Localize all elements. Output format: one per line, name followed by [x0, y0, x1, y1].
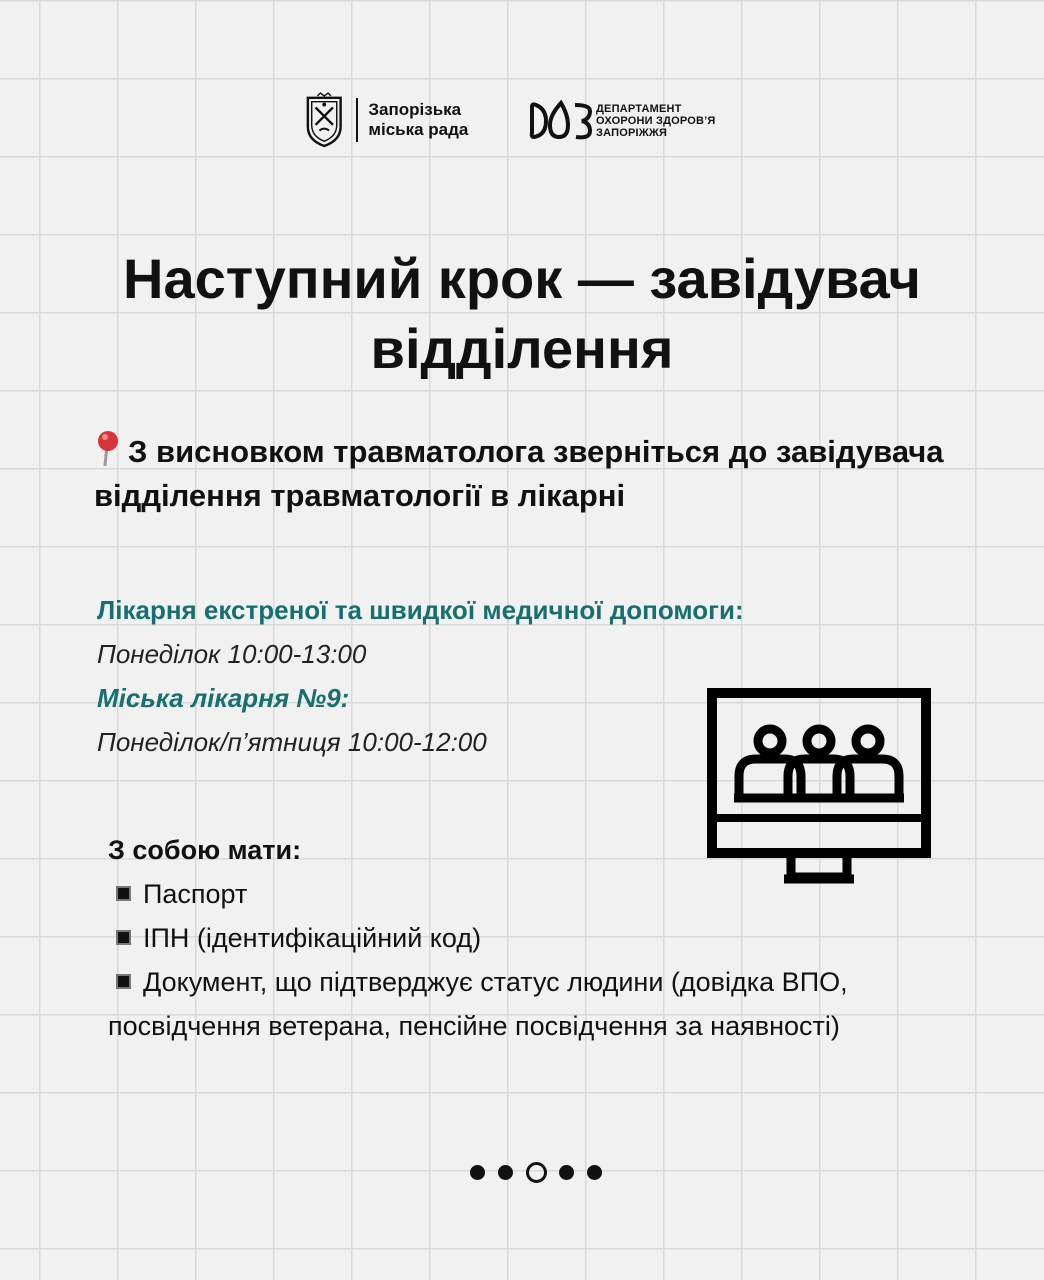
intro-text: З висновком травматолога зверніться до завідувача відділення травматології в лікарні [94, 434, 944, 513]
round-pushpin-icon [94, 430, 120, 466]
pagination-dot[interactable] [470, 1165, 485, 1180]
hospital-hours: Понеділок 10:00-13:00 [97, 639, 367, 669]
coat-of-arms-icon [304, 91, 344, 149]
page-title: Наступний крок — завідувач відділення [123, 247, 921, 380]
black-small-square-icon [116, 886, 131, 901]
pagination-dot[interactable] [559, 1165, 574, 1180]
black-small-square-icon [116, 974, 131, 989]
list-item-text: ІПН (ідентифікаційний код) [143, 923, 482, 953]
carousel-pagination [470, 1160, 602, 1184]
pagination-dot[interactable] [587, 1165, 602, 1180]
hospital-name: Міська лікарня №9: [97, 683, 350, 713]
black-small-square-icon [116, 930, 131, 945]
city-council-logo [304, 90, 484, 150]
logo-divider [356, 98, 358, 142]
department-mark-icon [528, 99, 594, 143]
pagination-dot-active[interactable] [526, 1162, 547, 1183]
intro-paragraph [94, 430, 974, 518]
hospital-name: Лікарня екстреної та швидкої медичної допомоги: [97, 595, 744, 625]
list-item [108, 916, 908, 960]
list-item-text: Документ, що підтверджує статус людини (довідка ВПО, посвідчення ветерана, пенсійне посвідчення за наявності) [108, 967, 848, 1041]
documents-list [108, 828, 908, 1048]
health-department-logo [528, 98, 748, 144]
pagination-dot[interactable] [498, 1165, 513, 1180]
hospital-hours: Понеділок/п’ятниця 10:00-12:00 [97, 727, 487, 757]
list-item [108, 960, 898, 1048]
city-council-name: Запорізька міська рада [368, 100, 469, 139]
documents-heading: З собою мати: [108, 835, 302, 865]
department-name: ДЕПАРТАМЕНТ ОХОРОНИ ЗДОРОВ’Я ЗАПОРІЖЖЯ [596, 103, 716, 139]
list-item-text: Паспорт [143, 879, 248, 909]
list-item [108, 872, 908, 916]
